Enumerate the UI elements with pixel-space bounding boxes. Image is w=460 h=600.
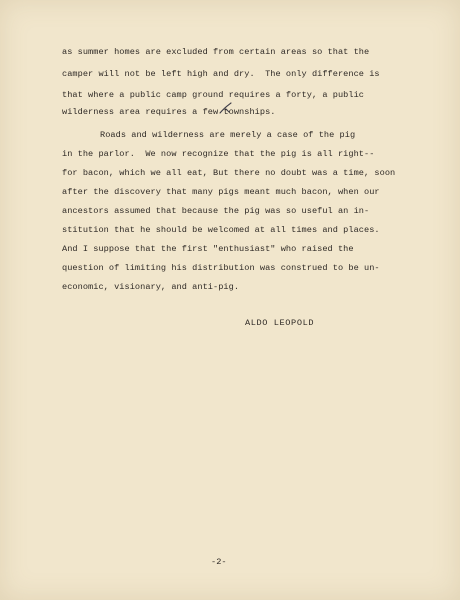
signature: ALDO LEOPOLD	[245, 318, 315, 328]
paragraph-1-line-1: as summer homes are excluded from certain areas so that the	[62, 47, 370, 57]
paragraph-1-line-4: wilderness area requires a few townships.	[62, 107, 276, 117]
paragraph-1-line-3: that where a public camp ground requires a forty, a public	[62, 90, 365, 100]
paragraph-2-line-9: economic, visionary, and anti-pig.	[62, 282, 240, 292]
paragraph-2-line-3: for bacon, which we all eat, But there no doubt was a time, soon	[62, 168, 396, 178]
paragraph-2-line-6: stitution that he should be welcomed at all times and places.	[62, 225, 380, 235]
paragraph-2-line-8: question of limiting his distribution was construed to be un-	[62, 263, 380, 273]
handwritten-correction-mark	[218, 102, 232, 116]
paragraph-1-line-2: camper will not be left high and dry. The only difference is	[62, 69, 380, 79]
page-number: -2-	[211, 557, 227, 567]
paragraph-2-line-7: And I suppose that the first "enthusiast" who raised the	[62, 244, 354, 254]
paragraph-2-line-1: Roads and wilderness are merely a case of the pig	[100, 130, 356, 140]
paragraph-2-line-2: in the parlor. We now recognize that the pig is all right--	[62, 149, 375, 159]
paragraph-2-line-4: after the discovery that many pigs meant much bacon, when our	[62, 187, 380, 197]
paragraph-2-line-5: ancestors assumed that because the pig was so useful an in-	[62, 206, 370, 216]
